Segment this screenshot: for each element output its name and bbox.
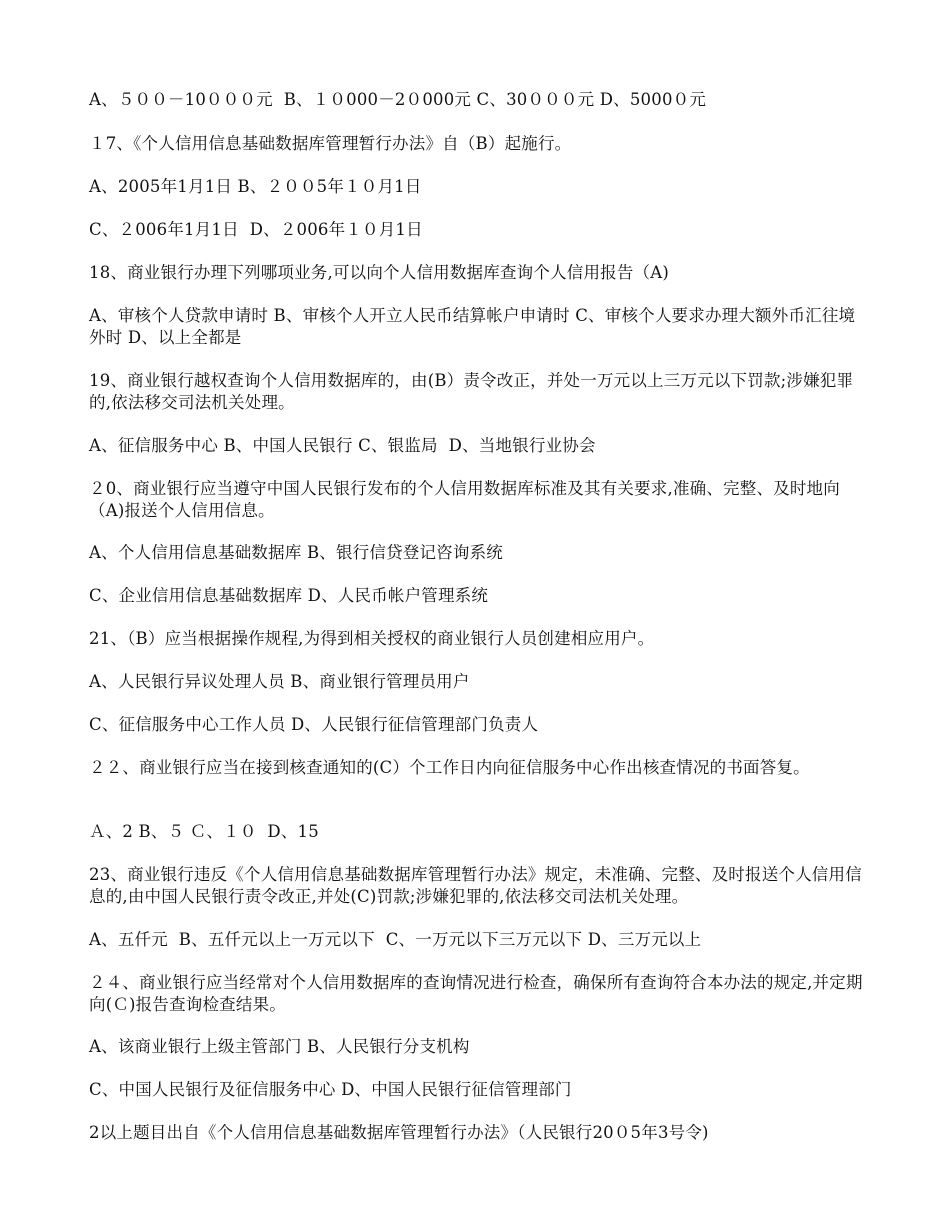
answer-options-q20-ab: A、个人信用信息基础数据库 B、银行信贷登记咨询系统 (89, 543, 503, 562)
source-note: 2以上题目出自《个人信用信息基础数据库管理暂行办法》（人民银行20０5年3号令) (89, 1123, 709, 1142)
answer-options-q20-cd: C、企业信用信息基础数据库 D、人民币帐户管理系统 (89, 586, 489, 605)
question-19: 19、商业银行越权查询个人信用数据库的，由(B）责令改正，并处一万元以上三万元以下罚款;涉嫌犯罪的,依法移交司法机关处理。 (89, 371, 854, 412)
answer-options-q24-cd: C、中国人民银行及征信服务中心 D、中国人民银行征信管理部门 (89, 1080, 572, 1099)
answer-options-q21-cd: C、征信服务中心工作人员 D、人民银行征信管理部门负责人 (89, 715, 539, 734)
answer-options-q17-cd: C、２006年1月1日 D、２006年１０月1日 (89, 220, 423, 239)
question-22: ２２、商业银行应当在接到核查通知的(C）个工作日内向征信服务中心作出核查情况的书面答复。 (89, 758, 810, 777)
answer-options-q23: A、五仟元 B、五仟元以上一万元以下 C、一万元以下三万元以下 D、三万元以上 (89, 930, 702, 949)
question-18: 18、商业银行办理下列哪项业务,可以向个人信用数据库查询个人信用报告（A) (89, 263, 669, 282)
answer-options-q18: A、审核个人贷款申请时 B、审核个人开立人民币结算帐户申请时 C、审核个人要求办理大额外币汇往境外时 D、以上全都是 (89, 306, 856, 347)
question-24: ２４、商业银行应当经常对个人信用数据库的查询情况进行检查，确保所有查询符合本办法的规定,并定期向(Ｃ)报告查询检查结果。 (89, 973, 863, 1014)
question-21: 21、（B）应当根据操作规程,为得到相关授权的商业银行人员创建相应用户。 (89, 629, 655, 648)
answer-options-q17-ab: A、2005年1月1日 B、２００5年１０月1日 (89, 177, 422, 196)
question-23: 23、商业银行违反《个人信用信息基础数据库管理暂行办法》规定，未准确、完整、及时报送个人信用信息的,由中国人民银行责令改正,并处(C)罚款;涉嫌犯罪的,依法移交司法机关处理。 (89, 865, 862, 906)
answer-options-q24-ab: A、该商业银行上级主管部门 B、人民银行分支机构 (89, 1037, 470, 1056)
answer-options-q19: A、征信服务中心 B、中国人民银行 C、银监局 D、当地银行业协会 (89, 436, 596, 455)
answer-options-q16: A、５００－10０００元 B、１０000－2０000元 C、30０００元 D、5000０元 (89, 90, 707, 109)
answer-options-q21-ab: A、人民银行异议处理人员 B、商业银行管理员用户 (89, 672, 470, 691)
answer-options-q22: Ａ、2 B、５ Ｃ、１０ D、15 (89, 822, 319, 841)
question-20: ２0、商业银行应当遵守中国人民银行发布的个人信用数据库标准及其有关要求,准确、完整、及时地向（A)报送个人信用信息。 (89, 479, 840, 520)
question-17: １7、《个人信用信息基础数据库管理暂行办法》自（B）起施行。 (89, 134, 572, 153)
